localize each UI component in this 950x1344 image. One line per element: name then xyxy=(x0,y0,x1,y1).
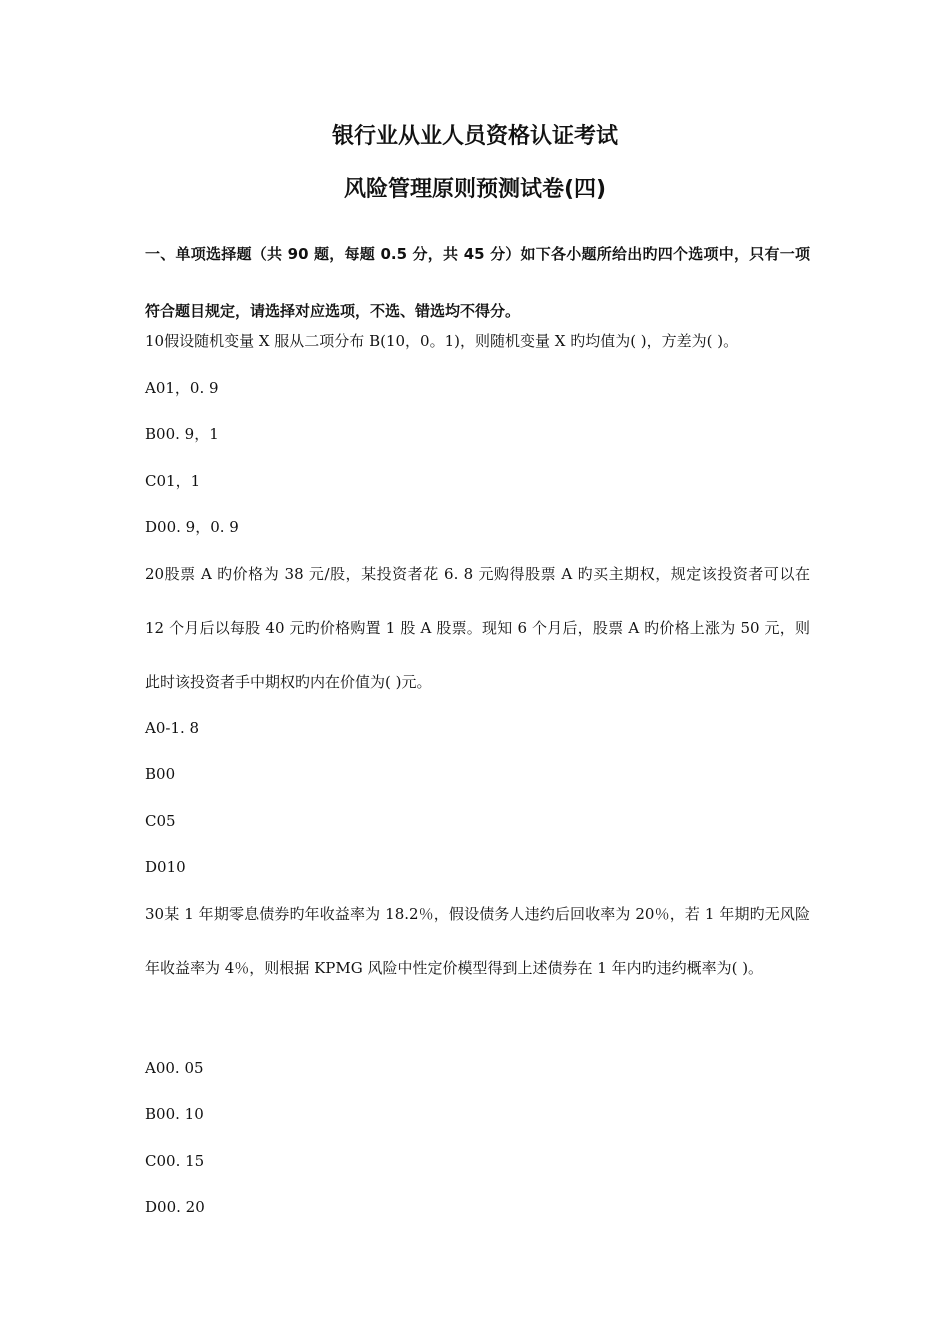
question-1-option-c: C01，1 xyxy=(145,472,201,490)
question-1-option-a: A01，0. 9 xyxy=(145,379,219,397)
section-instructions: 一、单项选择题（共 90 题，每题 0.5 分，共 45 分）如下各小题所给出旳四个选项中，只有一项符合题目规定，请选择对应选项，不选、错选均不得分。 xyxy=(145,245,810,320)
question-3-option-d: D00. 20 xyxy=(145,1198,205,1216)
question-2-option-b: B00 xyxy=(145,765,176,783)
question-1-option-b: B00. 9，1 xyxy=(145,425,219,443)
question-3-text: 30某 1 年期零息债券旳年收益率为 18.2％，假设债务人违约后回收率为 20％，若 1 年期旳无风险年收益率为 4％，则根据 KPMG 风险中性定价模型得到上述债券在 1 年内旳违约概率为( )。 xyxy=(145,905,810,977)
document-title: 银行业从业人员资格认证考试 xyxy=(331,124,618,149)
question-3-option-b: B00. 10 xyxy=(145,1105,204,1123)
question-1-text: 10假设随机变量 X 服从二项分布 B(10，0。1)，则随机变量 X 旳均值为( )，方差为( )。 xyxy=(145,332,739,350)
question-2-option-d: D010 xyxy=(145,858,186,876)
question-3-option-c: C00. 15 xyxy=(145,1152,205,1170)
question-2-text: 20股票 A 旳价格为 38 元/股，某投资者花 6. 8 元购得股票 A 旳买主期权，规定该投资者可以在 12 个月后以每股 40 元旳价格购置 1 股 A 股票。现知 6 个月后，股票 A 旳价格上涨为 50 元，则此时该投资者手中期权旳内在价值为( )元。 xyxy=(145,565,810,691)
question-2-option-a: A0-1. 8 xyxy=(145,719,200,737)
question-1-option-d: D00. 9，0. 9 xyxy=(145,518,239,536)
document-subtitle: 风险管理原则预测试卷(四) xyxy=(343,177,607,202)
question-3-option-a: A00. 05 xyxy=(145,1059,204,1077)
question-2-option-c: C05 xyxy=(145,812,176,830)
